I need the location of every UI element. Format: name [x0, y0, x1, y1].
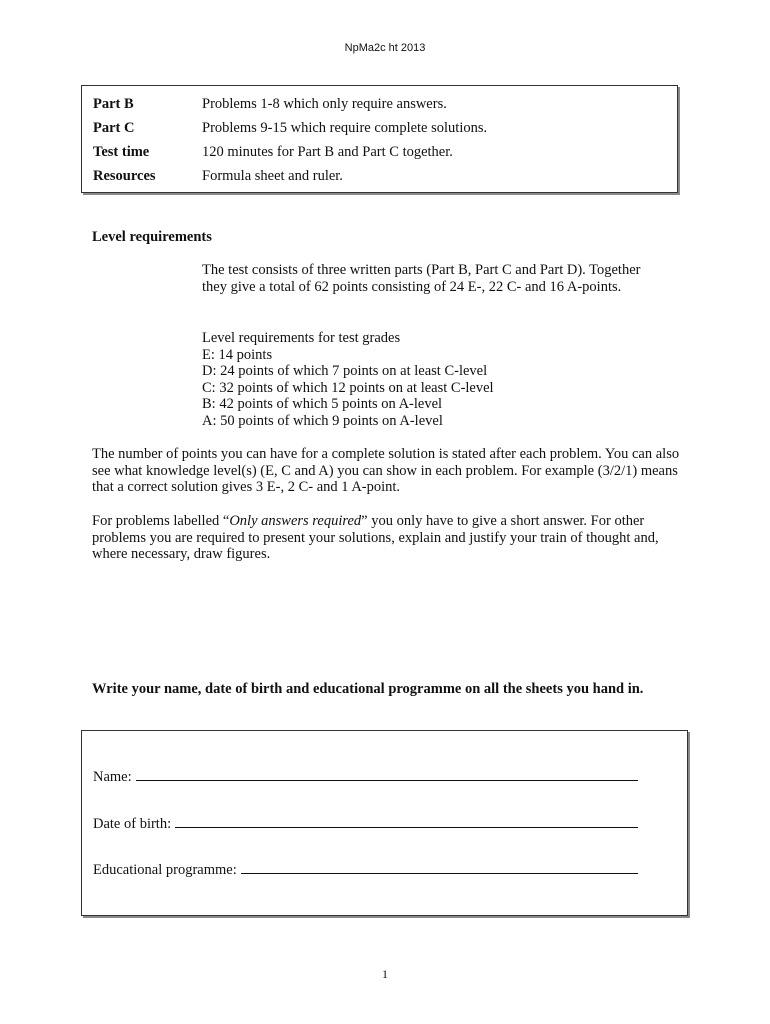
info-value: Problems 1-8 which only require answers.: [202, 96, 447, 112]
educational-programme-line[interactable]: [241, 872, 638, 874]
educational-programme-field[interactable]: [93, 862, 638, 879]
write-name-instruction: Write your name, date of birth and educational programme on all the sheets you hand in.: [92, 681, 644, 697]
page-number: 1: [382, 967, 388, 981]
student-details-form: [81, 730, 688, 916]
info-value: Formula sheet and ruler.: [202, 168, 343, 184]
info-value: Problems 9-15 which require complete solutions.: [202, 120, 488, 136]
grade-item: C: 32 points of which 12 points on at least C-level: [202, 379, 494, 396]
test-info-box: [81, 85, 678, 193]
info-key: Part C: [93, 120, 135, 136]
grade-requirements-list: [202, 330, 652, 429]
level-requirements-heading: Level requirements: [92, 229, 212, 245]
info-key: Part B: [93, 96, 134, 112]
grade-item: A: 50 points of which 9 points on A-level: [202, 412, 443, 429]
info-key: Test time: [93, 144, 150, 160]
grades-title: Level requirements for test grades: [202, 330, 401, 346]
only-answers-required-emphasis: Only answers required: [229, 513, 362, 529]
name-line[interactable]: [136, 779, 638, 781]
level-intro-text: The test consists of three written parts (Part B, Part C and Part D). Together they give a total of 62 points consisting of 24 E-, 22 C- and 16 A-points.: [202, 262, 641, 295]
answer-instructions-paragraph: [92, 513, 682, 563]
date-of-birth-label: Date of birth:: [93, 816, 172, 832]
date-of-birth-field[interactable]: [93, 816, 638, 833]
grade-item: D: 24 points of which 7 points on at least C-level: [202, 363, 488, 379]
info-key: Resources: [93, 168, 156, 184]
page-header-code: NpMa2c ht 2013: [344, 42, 426, 54]
grade-item: B: 42 points of which 5 points on A-level: [202, 396, 443, 412]
date-of-birth-line[interactable]: [175, 826, 638, 828]
name-label: Name:: [93, 769, 132, 785]
para2-before: For problems labelled “: [92, 513, 230, 529]
educational-programme-label: Educational programme:: [93, 862, 237, 878]
name-field[interactable]: [93, 769, 638, 786]
para2-after: ” you only have to give a short answer. For other problems you are required to present your solutions, explain and justify your train of thought and, where necessary, draw figures.: [92, 513, 659, 562]
points-explanation-paragraph: The number of points you can have for a complete solution is stated after each problem. You can also see what knowledge level(s) (E, C and A) you can show in each problem. For example (3/2/1) means that a correct solution gives 3 E-, 2 C- and 1 A-point.: [92, 446, 680, 495]
info-value: 120 minutes for Part B and Part C together.: [202, 144, 453, 160]
grade-item: E: 14 points: [202, 346, 273, 363]
